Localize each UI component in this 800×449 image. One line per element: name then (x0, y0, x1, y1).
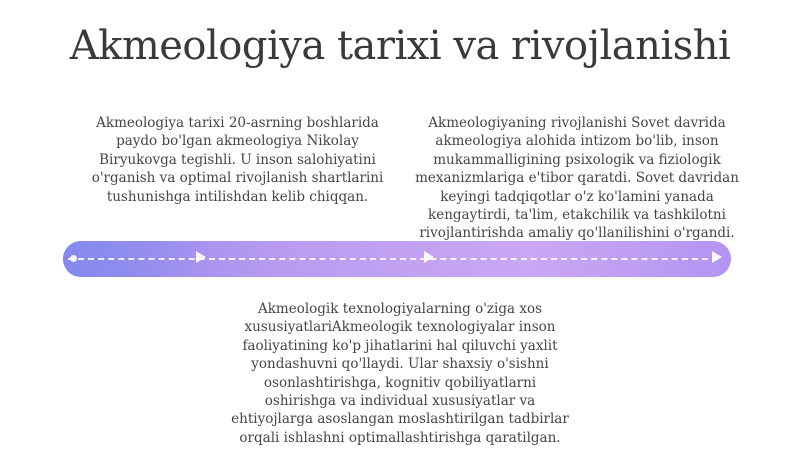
slide-title: Akmeologiya tarixi va rivojlanishi (69, 23, 731, 69)
timeline-dashed-line (68, 258, 718, 260)
timeline-start-dot (70, 255, 77, 262)
arrow-right-icon (196, 251, 206, 263)
history-text-block: Akmeologiya tarixi 20-asrning boshlarida paydo bo'lgan akmeologiya Nikolay Biryukovga tegishli. U inson salohiyatini o'rganish va optimal rivojlanish shartlarini tushunishga intilishdan kelib chiqqan. (91, 115, 384, 205)
development-text-block: Akmeologiyaning rivojlanishi Sovet davrida akmeologiya alohida intizom bo'lib, inson mukammalligining psixologik va fiziologik mexanizmlariga e'tibor qaratdi. Sovet davridan keyingi tadqiqotlar o'z ko'lamini yanada kengaytirdi, ta'lim, etakchilik va tashkilotni rivojlantirishda amaliy qo'llanilishini o'rgandi. (415, 115, 739, 242)
technologies-text-block: Akmeologik texnologiyalarning o'ziga xos xususiyatlariAkmeologik texnologiyalar inson faoliyatining ko'p jihatlarini hal qiluvchi yaxlit yondashuvni qo'llaydi. Ular shaxsiy o'sishni osonlashtirishga, kognitiv qobiliyatlarni oshirishga va individual xususiyatlar va ehtiyojlarga asoslangan moslashtirilgan tadbirlar orqali ishlashni optimallashtirishga qaratilgan. (231, 301, 569, 446)
arrow-right-icon (712, 251, 722, 263)
arrow-right-icon (424, 251, 434, 263)
